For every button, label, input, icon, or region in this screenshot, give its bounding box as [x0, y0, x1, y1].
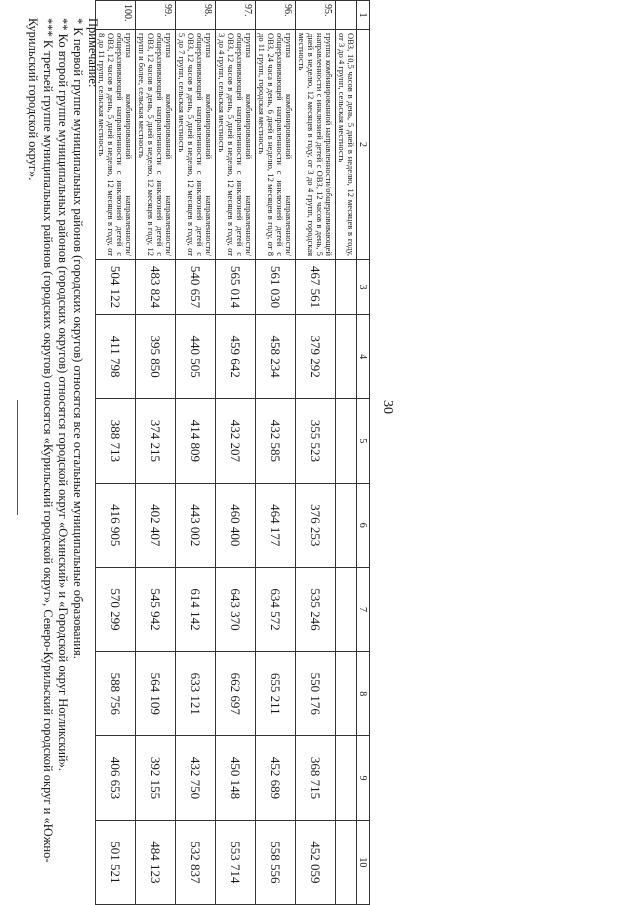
group-description: ОВЗ, 10,5 часов в день, 5 дней в неделю, 12 месяцев в году, от 3 до 4 групп, сельская местность — [335, 30, 356, 260]
cost-value-cell — [335, 820, 356, 904]
cost-value-cell — [335, 736, 356, 820]
cost-value-cell: 411 798 — [95, 315, 135, 399]
cost-value-cell: 561 030 — [255, 260, 295, 315]
cost-value-cell: 368 715 — [295, 736, 335, 820]
divider-line — [17, 400, 18, 515]
cost-value-cell: 467 561 — [295, 260, 335, 315]
column-header: 8 — [357, 652, 370, 736]
cost-value-cell: 402 407 — [135, 483, 175, 567]
column-header: 1 — [357, 1, 370, 30]
column-header: 7 — [357, 567, 370, 651]
column-header: 4 — [357, 315, 370, 399]
cost-value-cell: 553 714 — [215, 820, 255, 904]
cost-value-cell: 643 370 — [215, 567, 255, 651]
cost-value-cell: 395 850 — [135, 315, 175, 399]
group-description: группа комбинированной направленности/ общеразвивающей направленности с инклюзией детей с ОВЗ, 12 часов в день, 5 дней в неделю, 12 месяцев в году, от 8 до 11 групп, сельская местность — [95, 30, 135, 260]
table-row — [295, 1, 335, 905]
page-number: 30 — [380, 400, 395, 414]
cost-value-cell: 550 176 — [295, 652, 335, 736]
table-row — [175, 1, 215, 905]
column-header: 9 — [357, 736, 370, 820]
cost-value-cell: 452 689 — [255, 736, 295, 820]
row-number: 95. — [295, 1, 335, 30]
row-number: 99. — [135, 1, 175, 30]
cost-value-cell: 558 556 — [255, 820, 295, 904]
column-header: 6 — [357, 483, 370, 567]
cost-value-cell: 540 657 — [175, 260, 215, 315]
row-number: 96. — [255, 1, 295, 30]
table-row — [215, 1, 255, 905]
cost-value-cell: 504 122 — [95, 260, 135, 315]
cost-value-cell: 464 177 — [255, 483, 295, 567]
cost-value-cell: 532 837 — [175, 820, 215, 904]
cost-value-cell: 501 521 — [95, 820, 135, 904]
group-description: группа комбинированной направленности/ общеразвивающей направленности с инклюзией детей с ОВЗ, 12 часов в день, 5 дней в неделю, 12 месяцев в году, от 5 до 7 групп, сельская местность — [175, 30, 215, 260]
note-second-group: ** Ко второй группе муниципальных районов (городских округов) относятся городской округ «Охинский» и «Городской округ Ногликский». — [56, 18, 70, 772]
row-number: 100. — [95, 1, 135, 30]
cost-value-cell: 432 207 — [215, 399, 255, 483]
cost-value-cell: 440 505 — [175, 315, 215, 399]
cost-value-cell: 388 713 — [95, 399, 135, 483]
table-row — [95, 1, 135, 905]
table-row — [135, 1, 175, 905]
cost-value-cell — [335, 399, 356, 483]
cost-value-cell: 432 585 — [255, 399, 295, 483]
cost-value-cell: 458 234 — [255, 315, 295, 399]
table-row — [255, 1, 295, 905]
cost-value-cell: 416 905 — [95, 483, 135, 567]
cost-value-cell: 443 002 — [175, 483, 215, 567]
cost-value-cell: 633 121 — [175, 652, 215, 736]
cost-value-cell: 634 572 — [255, 567, 295, 651]
cost-value-cell — [335, 652, 356, 736]
notes-heading: Примечание: — [86, 18, 100, 88]
cost-value-cell: 614 142 — [175, 567, 215, 651]
cost-value-cell: 459 642 — [215, 315, 255, 399]
cost-table — [95, 0, 370, 905]
row-number — [335, 1, 356, 30]
cost-value-cell: 565 014 — [215, 260, 255, 315]
cost-value-cell: 662 697 — [215, 652, 255, 736]
group-description: группа комбинированной направленности/общеразвивающей направленности с инклюзией детей с ОВЗ, 12 часов в день, 5 дней в неделю, 12 месяцев в году, от 3 до 4 групп, городская местность — [295, 30, 335, 260]
cost-value-cell — [335, 567, 356, 651]
row-number: 98. — [175, 1, 215, 30]
cost-value-cell: 432 750 — [175, 736, 215, 820]
cost-value-cell: 655 211 — [255, 652, 295, 736]
cost-value-cell — [335, 260, 356, 315]
cost-value-cell: 588 756 — [95, 652, 135, 736]
group-description: группа комбинированной направленности/ общеразвивающей направленности с инклюзией детей с ОВЗ, 12 часов в день, 5 дней в неделю, 12 месяцев в году, от 3 до 4 групп, сельская местность — [215, 30, 255, 260]
group-description: группа комбинированной направленности/ общеразвивающей направленности с инклюзией детей с ОВЗ, 12 часов в день, 5 дней в неделю, 12 месяцев в году, 12 групп и более, сельская местность — [135, 30, 175, 260]
cost-value-cell: 376 253 — [295, 483, 335, 567]
cost-value-cell — [335, 315, 356, 399]
cost-value-cell: 379 292 — [295, 315, 335, 399]
cost-value-cell: 484 123 — [135, 820, 175, 904]
column-header: 3 — [357, 260, 370, 315]
cost-value-cell: 535 246 — [295, 567, 335, 651]
table-row — [335, 1, 356, 905]
cost-value-cell: 545 942 — [135, 567, 175, 651]
cost-value-cell: 414 809 — [175, 399, 215, 483]
column-header-row — [357, 1, 370, 905]
column-header: 2 — [357, 30, 370, 260]
note-third-group: *** К третьей группе муниципальных районов (городских округов) относятся «Курильский городской округ», Северо-Курильский городской округ и «Южно-Курильский городской округ». — [26, 18, 55, 863]
column-header: 10 — [357, 820, 370, 904]
column-header: 5 — [357, 399, 370, 483]
cost-value-cell: 483 824 — [135, 260, 175, 315]
notes-section — [25, 0, 100, 905]
cost-value-cell: 570 299 — [95, 567, 135, 651]
row-number: 97. — [215, 1, 255, 30]
cost-value-cell: 392 155 — [135, 736, 175, 820]
cost-value-cell: 564 109 — [135, 652, 175, 736]
cost-value-cell: 450 148 — [215, 736, 255, 820]
cost-value-cell: 452 059 — [295, 820, 335, 904]
note-first-group: * К первой группе муниципальных районов (городских округов) относятся все остальные муниципальные образования. — [71, 18, 85, 659]
group-description: группа комбинированной направленности/ общеразвивающей направленности с инклюзией детей с ОВЗ, 24 часа в день, 6 дней в неделю, 12 месяцев в году, от 8 до 11 групп, городская местность — [255, 30, 295, 260]
cost-value-cell: 355 523 — [295, 399, 335, 483]
cost-value-cell: 406 653 — [95, 736, 135, 820]
cost-value-cell: 374 215 — [135, 399, 175, 483]
cost-value-cell — [335, 483, 356, 567]
cost-value-cell: 460 400 — [215, 483, 255, 567]
